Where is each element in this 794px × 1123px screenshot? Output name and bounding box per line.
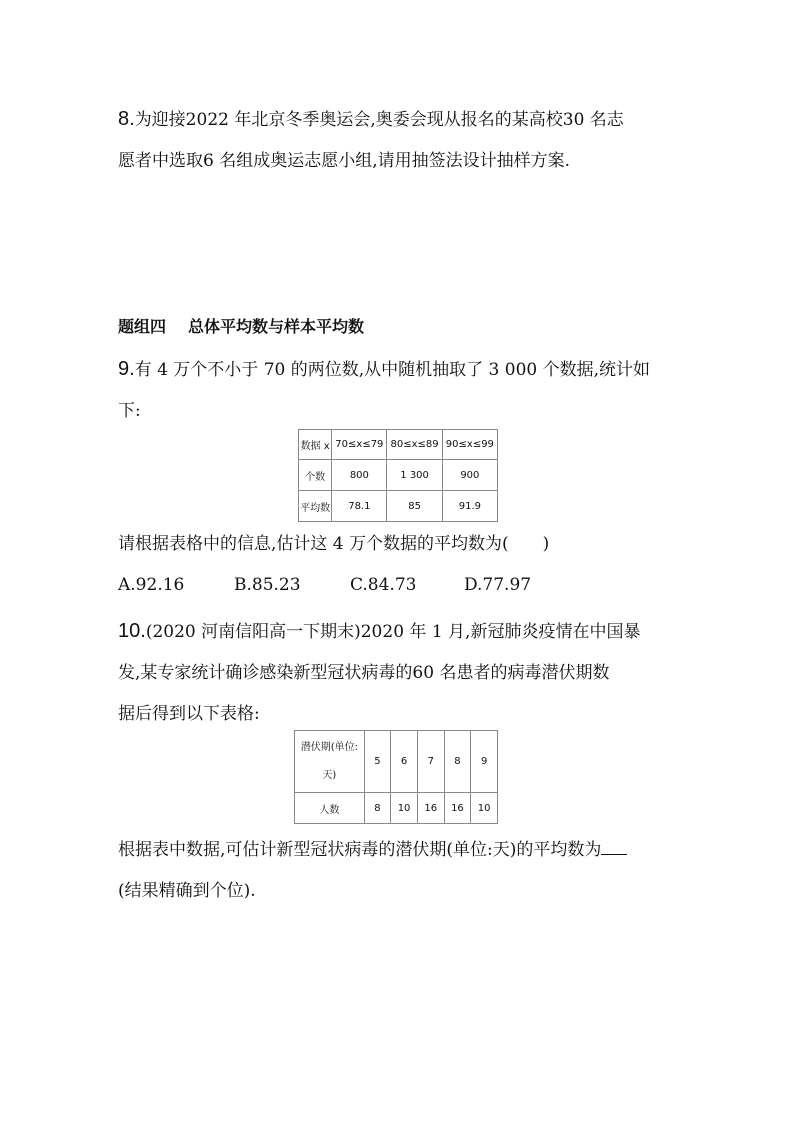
q9-question: 请根据表格中的信息,估计这 4 万个数据的平均数为( )	[118, 534, 550, 554]
header-label-line-1: 潜伏期(单位:	[300, 741, 358, 753]
option-c: C.84.73	[350, 575, 417, 595]
section-title: 总体平均数与样本平均数	[188, 317, 365, 336]
answer-blank	[601, 838, 627, 855]
table-header-cell: 9	[471, 731, 498, 793]
q8-text-1: 为迎接2022 年北京冬季奥运会,奥委会现从报名的某高校30 名志	[134, 110, 624, 130]
table-cell: 800	[332, 460, 387, 491]
section-heading	[118, 316, 364, 338]
option-d: D.77.97	[464, 575, 532, 595]
q8-number: 8.	[118, 108, 135, 130]
q10-question-line-1	[118, 838, 627, 861]
q10-question-text: 根据表中数据,可估计新型冠状病毒的潜伏期(单位:天)的平均数为	[118, 840, 602, 860]
table-cell: 平均数	[299, 491, 332, 522]
q9-line-2: 下:	[118, 401, 141, 421]
table-header-cell: 5	[364, 731, 391, 793]
q10-text-1: (2020 河南信阳高一下期末)2020 年 1 月,新冠肺炎疫情在中国暴	[145, 622, 641, 642]
q10-line-1	[118, 620, 640, 643]
q10-number: 10.	[118, 620, 146, 642]
option-b: B.85.23	[234, 575, 301, 595]
q9-line-1	[118, 358, 650, 381]
q10-question-line-2: (结果精确到个位).	[118, 881, 256, 901]
option-a: A.92.16	[118, 575, 185, 595]
q8-line-2: 愿者中选取6 名组成奥运志愿小组,请用抽签法设计抽样方案.	[118, 151, 571, 171]
table-cell: 1 300	[387, 460, 442, 491]
header-label-line-2: 天)	[322, 769, 337, 781]
table-cell: 85	[387, 491, 442, 522]
table-header-cell: 数据 x	[299, 430, 332, 460]
table-cell: 10	[391, 793, 418, 824]
table-header-cell: 7	[417, 731, 444, 793]
section-label: 题组四	[118, 317, 167, 336]
q9-number: 9.	[118, 358, 135, 380]
table-header-cell: 80≤x≤89	[387, 430, 442, 460]
table-cell: 78.1	[332, 491, 387, 522]
table-header-cell: 8	[444, 731, 471, 793]
table-header-label	[295, 731, 365, 793]
table-row-label: 人数	[295, 793, 365, 824]
table-header-cell: 6	[391, 731, 418, 793]
q9-text-1: 有 4 万个不小于 70 的两位数,从中随机抽取了 3 000 个数据,统计如	[134, 360, 651, 380]
q8-line-1	[118, 108, 624, 131]
table-header-cell: 90≤x≤99	[442, 430, 497, 460]
q9-options	[118, 574, 531, 596]
q10-line-2: 发,某专家统计确诊感染新型冠状病毒的60 名患者的病毒潜伏期数	[118, 663, 610, 683]
table-cell: 8	[364, 793, 391, 824]
table-cell: 个数	[299, 460, 332, 491]
q9-table	[298, 429, 498, 522]
q10-line-3: 据后得到以下表格:	[118, 704, 260, 724]
table-header-cell: 70≤x≤79	[332, 430, 387, 460]
table-cell: 16	[417, 793, 444, 824]
table-cell: 91.9	[442, 491, 497, 522]
table-cell: 900	[442, 460, 497, 491]
table-cell: 16	[444, 793, 471, 824]
table-cell: 10	[471, 793, 498, 824]
q10-table	[294, 730, 498, 824]
